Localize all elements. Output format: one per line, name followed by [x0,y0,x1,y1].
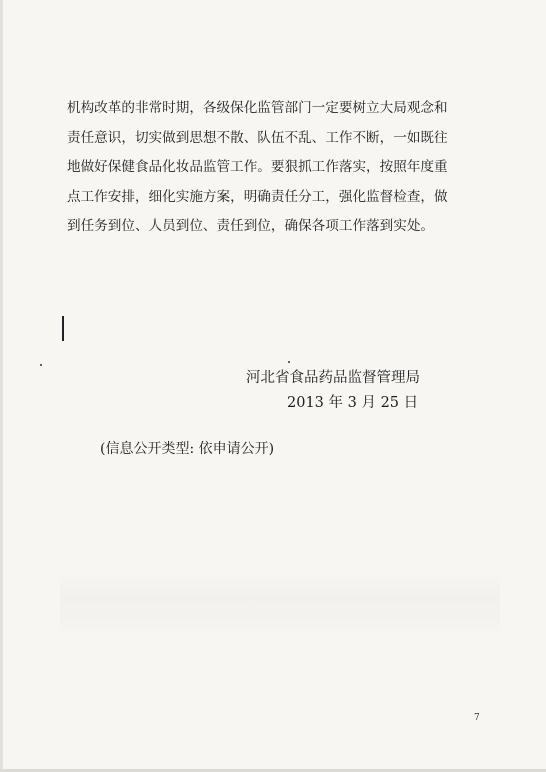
page-edge-shadow [0,0,3,772]
scan-speck [288,361,290,363]
body-paragraph [67,94,485,242]
scan-margin-mark [62,316,64,341]
paragraph-line: 机构改革的非常时期，各级保化监管部门一定要树立大局观念和 [67,100,448,116]
paragraph-line: 到任务到位、人员到位、责任到位，确保各项工作落到实处。 [67,218,435,234]
page-number: 7 [474,713,480,723]
issuing-organization: 河北省食品药品监督管理局 [246,370,420,386]
paragraph-line: 地做好保健食品化妆品监管工作。要狠抓工作落实，按照年度重 [67,159,448,175]
disclosure-type: (信息公开类型: 依申请公开) [100,441,275,457]
scan-speck [40,364,42,366]
issue-date: 2013 年 3 月 25 日 [287,395,419,411]
paragraph-line: 点工作安排，细化实施方案，明确责任分工，强化监督检查，做 [67,188,448,205]
paragraph-line: 责任意识，切实做到思想不散、队伍不乱、工作不断，一如既往 [67,129,448,146]
bleed-through-shadow [60,572,500,636]
